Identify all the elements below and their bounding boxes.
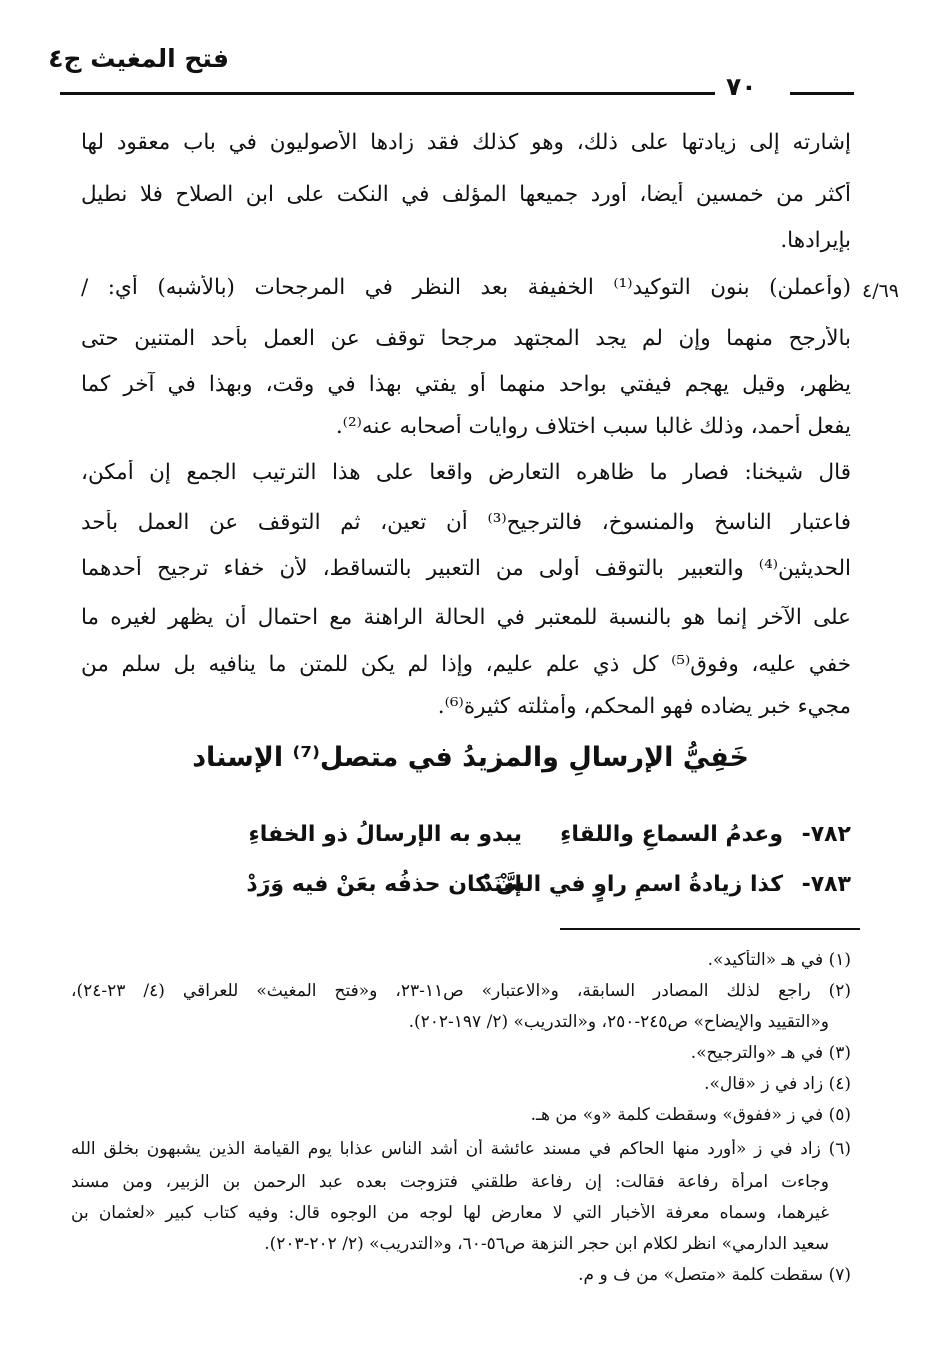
page-number: ٧٠	[726, 72, 757, 101]
footnote: (٣) في هـ «والترجيح».	[690, 1043, 851, 1063]
text-line: (وأعملن) بنون التوكيد⁽¹⁾ الخفيفة بعد النظر في المرجحات (بالأشبه) أي: /	[81, 275, 851, 300]
verse-number: ٧٨٣-	[801, 872, 851, 897]
footnote-continuation: سعيد الدارمي» انظر لكلام ابن حجر النزهة ص٥٦-٦٠، و«التدريب» (٢/ ٢٠٢-٢٠٣).	[264, 1234, 829, 1254]
text-line: مجيء خبر يضاده فهو المحكم، وأمثلته كثيرة⁽⁶⁾.	[437, 694, 851, 719]
verse-first-hemistich: وعدمُ السماعِ واللقاءِ	[560, 822, 783, 847]
margin-reference: ٤/٦٩	[862, 280, 900, 302]
footnote-separator	[560, 928, 860, 930]
footnote: (٤) زاد في ز «قال».	[704, 1074, 851, 1094]
verse-second-hemistich: يبدو به الإرسالُ ذو الخفاءِ	[248, 822, 522, 847]
text-line: فاعتبار الناسخ والمنسوخ، فالترجيح⁽³⁾ أن تعين، ثم التوقف عن العمل بأحد	[81, 510, 851, 535]
text-line: الحديثين⁽⁴⁾ والتعبير بالتوقف أولى من التعبير بالتساقط، لأن خفاء ترجيح أحدهما	[81, 556, 851, 581]
verse-second-hemistich: إنْ كان حذفُه بعَنْ فيه وَرَدْ	[246, 872, 522, 897]
footnote: (٥) في ز «ففوق» وسقطت كلمة «و» من هـ.	[530, 1105, 851, 1125]
footnote: (١) في هـ «التأكيد».	[707, 950, 851, 970]
text-line: أكثر من خمسين أيضا، أورد جميعها المؤلف في النكت على ابن الصلاح فلا نطيل	[81, 182, 851, 207]
text-line: على الآخر إنما هو بالنسبة للمعتبر في الحالة الراهنة مع احتمال أن يظهر لغيره ما	[81, 605, 851, 630]
footnote: (٦) زاد في ز «أورد منها الحاكم في مسند عائشة أن أشد الناس عذابا يوم القيامة الذين يشبهون بخلق الله	[71, 1139, 851, 1159]
footnote-continuation: وجاءت امرأة رفاعة فقالت: إن رفاعة طلقني فتزوجت بعده عبد الرحمن بن الزبير، ومن مسند	[71, 1172, 829, 1192]
header-rule-right	[790, 92, 854, 95]
footnote: (٢) راجع لذلك المصادر السابقة، و«الاعتبار» ص١١-٢٣، و«فتح المغيث» للعراقي (٤/ ٢٣-٢٤)،	[71, 981, 851, 1001]
footnote: (٧) سقطت كلمة «متصل» من ف و م.	[578, 1265, 851, 1285]
verse-number: ٧٨٢-	[801, 822, 851, 847]
text-line: قال شيخنا: فصار ما ظاهره التعارض واقعا على هذا الترتيب الجمع إن أمكن،	[81, 460, 851, 485]
footnote-continuation: غيرهما، وسماه معرفة الأخبار التي لا معارض لها لوجه من الوجوه قال: وفيه كتاب كبير «لعثمان بن	[71, 1203, 829, 1223]
running-header-title: فتح المغيث ج٤	[48, 44, 229, 73]
text-line: خفي عليه، وفوق⁽⁵⁾ كل ذي علم عليم، وإذا لم يكن للمتن ما ينافيه بل سلم من	[81, 652, 851, 677]
footnote-continuation: و«التقييد والإيضاح» ص٢٤٥-٢٥٠، و«التدريب» (٢/ ١٩٧-٢٠٢).	[408, 1012, 829, 1032]
section-heading: خَفِيُّ الإرسالِ والمزيدُ في متصل⁽⁷⁾ الإسناد	[192, 742, 749, 773]
text-line: يظهر، وقيل يهجم فيفتي بواحد منهما أو يفتي بهذا في وقت، وبهذا في آخر كما	[81, 372, 851, 397]
text-line: إشارته إلى زيادتها على ذلك، وهو كذلك فقد زادها الأصوليون في باب معقود لها	[81, 130, 851, 155]
text-line: بإيرادها.	[780, 228, 851, 253]
verse-first-hemistich: كذا زيادةُ اسمِ راوٍ في السَّنَدْ	[481, 872, 783, 897]
text-line: بالأرجح منهما وإن لم يجد المجتهد مرجحا توقف عن العمل بأحد المتنين حتى	[81, 326, 851, 351]
header-rule	[60, 92, 715, 95]
text-line: يفعل أحمد، وذلك غالبا سبب اختلاف روايات أصحابه عنه⁽²⁾.	[335, 414, 851, 439]
